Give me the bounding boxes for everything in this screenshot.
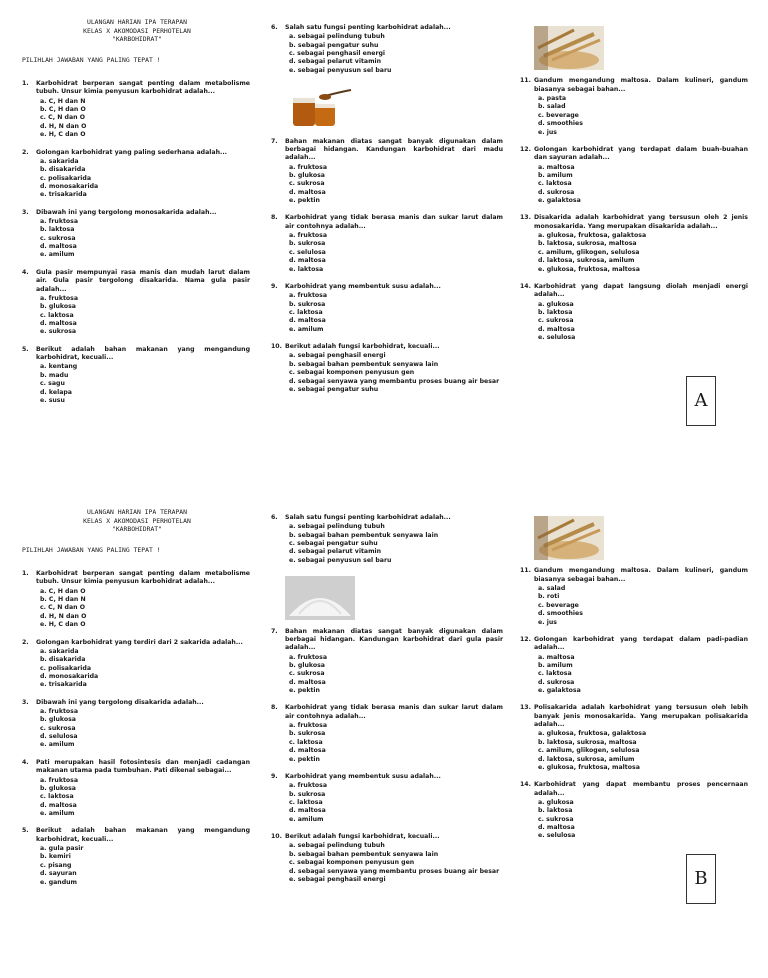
answer-option[interactable]: d. maltosa [538,824,575,832]
question-column [520,514,748,850]
answer-option[interactable]: e. laktosa [289,265,324,273]
question-item [22,570,250,630]
answer-option[interactable]: a. fruktosa [289,163,328,171]
answer-option[interactable]: e. amilum [40,251,75,259]
answer-option[interactable]: a. sebagai pelindung tubuh [289,842,385,850]
header-line: KELAS X AKOMODASI PERHOTELAN [83,26,191,35]
answer-option[interactable]: d. monosakarida [40,182,99,190]
answer-options [289,352,503,394]
answer-options [289,842,503,884]
answer-option[interactable]: d. maltosa [40,801,77,809]
sugar-pile-image [285,576,355,620]
question-number: 12. [520,635,531,643]
answer-option[interactable]: b. madu [40,371,69,379]
answer-option[interactable]: a. glukosa, fruktosa, galaktosa [538,232,647,240]
answer-option[interactable]: c. pisang [40,861,72,869]
question-text: Gandum mengandung maltosa. Dalam kulineri, gandum biasanya sebagai bahan... [534,77,748,93]
answer-option[interactable]: c. sukrosa [538,317,574,325]
question-number: 3. [22,208,29,216]
question-text: Salah satu fungsi penting karbohidrat adalah... [285,24,451,31]
answer-option[interactable]: b. laktosa, sukrosa, maltosa [538,738,637,746]
header-line: "KARBOHIDRAT" [111,525,163,534]
question-text: Dibawah ini yang tergolong disakarida adalah... [36,698,204,706]
answer-option[interactable]: e. galaktosa [538,687,581,695]
answer-option[interactable]: e. sebagai penyusun sel baru [289,66,392,74]
answer-option[interactable]: b. amilum [538,661,573,669]
question-number: 2. [22,148,29,156]
header-line: ULANGAN HARIAN IPA TERAPAN [86,18,188,26]
question-item [520,283,748,343]
question-number: 6. [271,514,278,521]
question-text: Gandum mengandung maltosa. Dalam kulineri, gandum biasanya sebagai bahan... [534,567,748,583]
question-column [22,570,250,896]
question-text: Disakarida adalah karbohidrat yang tersusun oleh 2 jenis monosakarida. Yang merupakan disakarida adalah... [534,214,748,230]
question-text: Karbohidrat berperan sangat penting dalam metabolisme tubuh. Unsur kimia penyusun karbohidrat adalah... [36,570,250,586]
answer-option[interactable]: d. maltosa [289,678,326,686]
question-text: Berikut adalah bahan makanan yang mengandung karbohidrat, kecuali... [36,827,250,843]
answer-option[interactable]: a. maltosa [538,653,575,661]
answer-option[interactable]: c. laktosa [538,670,572,678]
question-number: 1. [22,570,29,577]
answer-option[interactable]: c. polisakarida [40,664,92,672]
question-text: Salah satu fungsi penting karbohidrat adalah... [285,514,451,521]
answer-option[interactable]: d. sukrosa [538,678,575,686]
question-item [520,704,748,772]
question-item [22,209,250,260]
question-item [520,146,748,206]
question-item [271,24,503,75]
header-line: ULANGAN HARIAN IPA TERAPAN [86,508,188,516]
answer-options [40,708,250,750]
question-item [271,514,503,565]
answer-option[interactable]: e. glukosa, fruktosa, maltosa [538,763,640,771]
question-item [271,574,503,695]
answer-option[interactable]: c. C, N dan O [40,604,85,612]
answer-option[interactable]: b. salad [538,103,566,111]
answer-options [289,654,503,696]
answer-option[interactable]: b. sukrosa [289,790,326,798]
answer-option[interactable]: d. H, N dan O [40,122,87,130]
answer-option[interactable]: e. amilum [40,741,75,749]
answer-option[interactable]: e. amilum [289,325,324,333]
answer-option[interactable]: c. C, N dan O [40,114,85,122]
answer-option[interactable]: c. sukrosa [289,180,325,188]
answer-option[interactable]: c. sebagai komponen penyusun gen [289,369,415,377]
answer-option[interactable]: a. fruktosa [289,782,328,790]
answer-option[interactable]: b. glukosa [289,661,325,669]
question-number: 7. [271,137,278,145]
question-text: Berikut adalah fungsi karbohidrat, kecuali... [285,343,440,351]
answer-option[interactable]: b. sukrosa [289,240,326,248]
question-number: 8. [271,214,278,222]
answer-option[interactable]: a. sebagai pelindung tubuh [289,523,385,531]
question-text: Berikut adalah bahan makanan yang mengandung karbohidrat, kecuali... [36,345,250,362]
question-number: 7. [271,627,278,635]
answer-option[interactable]: e. sukrosa [40,328,77,336]
answer-option[interactable]: d. kelapa [40,388,72,396]
answer-option[interactable]: c. sukrosa [40,724,76,732]
question-item [271,343,503,394]
answer-option[interactable]: c. sebagai pengatur suhu [289,540,378,548]
answer-option[interactable]: b. roti [538,593,560,601]
answer-option[interactable]: c. sukrosa [538,815,574,823]
answer-option[interactable]: d. smoothies [538,610,583,618]
question-number: 6. [271,24,278,31]
question-number: 11. [520,567,531,575]
answer-option[interactable]: c. amilum, glikogen, selulosa [538,747,640,755]
answer-options [538,654,748,696]
question-column [520,24,748,351]
question-number: 14. [520,781,531,789]
answer-option[interactable]: b. glukosa [289,171,325,179]
answer-option[interactable]: a. fruktosa [40,218,79,226]
answer-option[interactable]: d. sebagai pelarut vitamin [289,548,382,556]
answer-option[interactable]: c. beverage [538,111,579,119]
question-number: 14. [520,282,531,290]
question-item [271,84,503,205]
question-item [22,80,250,140]
answer-option[interactable]: c. laktosa [289,308,323,316]
question-item [271,283,503,334]
answer-option[interactable]: e. galaktosa [538,197,581,205]
answer-option[interactable]: c. polisakarida [40,174,92,182]
answer-option[interactable]: d. maltosa [40,319,77,327]
answer-option[interactable]: d. maltosa [289,747,326,755]
answer-option[interactable]: b. disakarida [40,166,86,174]
question-item [22,699,250,750]
answer-option[interactable]: d. H, N dan O [40,612,87,620]
question-text: Karbohidrat yang dapat langsung diolah menjadi energi adalah... [534,282,748,299]
question-column [271,514,503,893]
answer-options [40,218,250,260]
answer-option[interactable]: c. laktosa [538,180,572,188]
version-label: B [686,854,716,904]
answer-option[interactable]: b. kemiri [40,853,71,861]
answer-option[interactable]: a. sebagai pelindung tubuh [289,33,385,41]
answer-option[interactable]: c. sukrosa [40,234,76,242]
answer-option[interactable]: b. laktosa [538,807,573,815]
answer-option[interactable]: d. maltosa [538,325,575,333]
answer-option[interactable]: a. sakarida [40,157,79,165]
question-item [271,833,503,884]
answer-option[interactable]: c. sebagai penghasil energi [289,50,386,58]
instruction-text: PILIHLAH JAWABAN YANG PALING TEPAT ! [22,55,161,64]
answer-option[interactable]: b. sebagai bahan pembentuk senyawa lain [289,360,439,368]
answer-option[interactable]: b. sebagai bahan pembentuk senyawa lain [289,850,439,858]
question-text: Golongan karbohidrat yang terdapat dalam buah-buahan dan sayuran adalah... [534,145,748,162]
answer-option[interactable]: e. glukosa, fruktosa, maltosa [538,265,640,273]
answer-options [40,158,250,200]
answer-option[interactable]: d. sukrosa [538,188,575,196]
wheat-image [534,516,604,560]
answer-options [538,164,748,206]
answer-option[interactable]: a. kentang [40,363,78,371]
question-number: 8. [271,704,278,712]
answer-option[interactable]: e. trisakarida [40,191,87,199]
answer-options [289,232,503,274]
answer-options [538,95,748,137]
answer-option[interactable]: e. amilum [289,815,324,823]
exam-header [22,508,252,555]
exam-header [22,18,252,65]
answer-option[interactable]: b. sukrosa [289,300,326,308]
answer-option[interactable]: d. selulosa [40,733,78,741]
answer-options [40,845,250,887]
answer-option[interactable]: a. fruktosa [40,294,79,302]
answer-option[interactable]: b. sebagai pengatur suhu [289,41,379,49]
question-number: 3. [22,698,29,706]
question-item [271,214,503,274]
answer-options [289,292,503,334]
answer-option[interactable]: b. amilum [538,171,573,179]
question-number: 12. [520,145,531,153]
answer-option[interactable]: d. maltosa [289,188,326,196]
question-item [520,24,748,137]
answer-options [40,363,250,405]
answer-option[interactable]: e. susu [40,396,65,404]
answer-option[interactable]: d. sebagai senyawa yang membantu proses buang air besar [289,867,500,875]
question-item [520,514,748,627]
instruction-text: PILIHLAH JAWABAN YANG PALING TEPAT ! [22,545,161,554]
answer-option[interactable]: d. maltosa [40,243,77,251]
answer-options [538,301,748,343]
answer-option[interactable]: a. fruktosa [289,722,328,730]
question-text: Golongan karbohidrat yang terdapat dalam padi-padian adalah... [534,635,748,652]
answer-option[interactable]: c. laktosa [40,311,74,319]
exam-sheet-b [0,508,768,978]
answer-option[interactable]: a. glukosa, fruktosa, galaktosa [538,730,647,738]
question-text: Karbohidrat berperan sangat penting dalam metabolisme tubuh. Unsur kimia penyusun karbohidrat adalah... [36,80,250,96]
honey-jar-image [285,86,355,130]
answer-option[interactable]: d. maltosa [289,317,326,325]
answer-option[interactable]: d. smoothies [538,120,583,128]
question-item [22,639,250,690]
answer-option[interactable]: a. C, H dan N [40,97,86,105]
answer-option[interactable]: e. gandum [40,878,77,886]
question-item [22,346,250,406]
question-text: Karbohidrat yang membentuk susu adalah... [285,282,441,290]
answer-option[interactable]: c. beverage [538,601,579,609]
version-label: A [686,376,716,426]
question-number: 10. [271,833,282,841]
answer-option[interactable]: b. laktosa [40,226,75,234]
question-text: Golongan karbohidrat yang paling sederhana adalah... [36,148,228,156]
header-line: "KARBOHIDRAT" [111,35,163,44]
question-number: 9. [271,772,278,780]
exam-sheet-a [0,18,768,488]
answer-option[interactable]: a. fruktosa [289,653,328,661]
answer-option[interactable]: a. glukosa [538,798,574,806]
question-number: 2. [22,638,29,646]
answer-option[interactable]: d. sebagai pelarut vitamin [289,58,382,66]
question-column [271,24,503,403]
answer-options [40,777,250,819]
answer-option[interactable]: b. laktosa, sukrosa, maltosa [538,240,637,248]
answer-option[interactable]: e. sebagai penyusun sel baru [289,556,392,564]
question-text: Gula pasir mempunyai rasa manis dan mudah larut dalam air. Gula pasir tergolong disakarida. Nama gula pasir adalah... [36,268,250,293]
answer-option[interactable]: e. sebagai penghasil energi [289,875,386,883]
answer-option[interactable]: c. sukrosa [289,670,325,678]
answer-option[interactable]: b. sukrosa [289,730,326,738]
answer-option[interactable]: a. C, H dan O [40,587,86,595]
answer-option[interactable]: d. sebagai senyawa yang membantu proses buang air besar [289,377,500,385]
answer-options [40,648,250,690]
question-column [22,80,250,414]
answer-option[interactable]: c. amilum, glikogen, selulosa [538,248,640,256]
answer-option[interactable]: e. selulosa [538,334,576,342]
answer-option[interactable]: e. amilum [40,809,75,817]
answer-options [289,782,503,824]
answer-option[interactable]: e. H, C dan O [40,621,86,629]
answer-option[interactable]: d. laktosa, sukrosa, amilum [538,755,635,763]
question-text: Pati merupakan hasil fotosintesis dan menjadi cadangan makanan utama pada tumbuhan. Pati dikenal sebagai... [36,758,250,775]
header-line: KELAS X AKOMODASI PERHOTELAN [83,516,191,525]
question-item [271,704,503,764]
answer-option[interactable]: c. selulosa [289,248,326,256]
question-number: 13. [520,704,531,712]
question-number: 10. [271,343,282,351]
answer-option[interactable]: e. selulosa [538,832,576,840]
answer-option[interactable]: a. glukosa [538,300,574,308]
answer-option[interactable]: d. maltosa [289,807,326,815]
question-item [22,759,250,819]
answer-options [40,588,250,630]
answer-option[interactable]: b. glukosa [40,784,76,792]
wheat-image [534,26,604,70]
answer-option[interactable]: b. sebagai bahan pembentuk senyawa lain [289,531,439,539]
question-text: Golongan karbohidrat yang terdiri dari 2 sakarida adalah... [36,638,243,646]
question-number: 13. [520,214,531,222]
answer-option[interactable]: a. pasta [538,95,567,103]
answer-option[interactable]: e. jus [538,128,557,136]
answer-option[interactable]: a. fruktosa [40,708,79,716]
question-text: Bahan makanan diatas sangat banyak digunakan dalam berbagai hidangan. Kandungan karbohidrat dari gula pasir adalah... [285,627,503,652]
answer-option[interactable]: a. fruktosa [289,232,328,240]
question-item [520,636,748,696]
answer-option[interactable]: c. sebagai komponen penyusun gen [289,859,415,867]
question-text: Dibawah ini yang tergolong monosakarida adalah... [36,208,217,216]
question-item [22,827,250,887]
answer-option[interactable]: d. laktosa, sukrosa, amilum [538,257,635,265]
answer-option[interactable]: b. C, H dan O [40,106,86,114]
question-item [520,781,748,841]
question-number: 11. [520,77,531,85]
question-number: 1. [22,80,29,87]
answer-option[interactable]: d. monosakarida [40,672,99,680]
answer-option[interactable]: b. C, H dan N [40,596,86,604]
answer-option[interactable]: c. laktosa [40,793,74,801]
answer-option[interactable]: e. pektin [289,755,320,763]
answer-option[interactable]: c. laktosa [289,798,323,806]
answer-option[interactable]: e. H, C dan O [40,131,86,139]
question-number: 4. [22,268,29,276]
answer-option[interactable]: e. sebagai pengatur suhu [289,385,379,393]
answer-option[interactable]: a. gula pasir [40,845,84,853]
answer-option[interactable]: e. jus [538,618,557,626]
answer-options [538,799,748,841]
answer-option[interactable]: b. glukosa [40,303,76,311]
question-item [22,149,250,200]
answer-option[interactable]: b. glukosa [40,716,76,724]
answer-options [40,98,250,140]
answer-options [289,523,503,565]
answer-options [538,730,748,772]
answer-options [289,164,503,206]
answer-options [538,232,748,274]
answer-option[interactable]: d. maltosa [289,257,326,265]
question-text: Bahan makanan diatas sangat banyak digunakan dalam berbagai hidangan. Kandungan karbohidrat dari madu adalah... [285,137,503,162]
answer-option[interactable]: a. salad [538,585,566,593]
question-number: 5. [22,827,29,835]
question-text: Karbohidrat yang tidak berasa manis dan sukar larut dalam air contohnya adalah... [285,214,503,230]
answer-option[interactable]: a. maltosa [538,163,575,171]
answer-option[interactable]: a. sebagai penghasil energi [289,352,386,360]
question-text: Karbohidrat yang membentuk susu adalah... [285,772,441,780]
question-text: Karbohidrat yang tidak berasa manis dan sukar larut dalam air contohnya adalah... [285,704,503,720]
question-text: Polisakarida adalah karbohidrat yang tersusun oleh lebih banyak jenis monosakarida. Yang merupakan polisakarida adalah... [534,704,748,729]
question-text: Berikut adalah fungsi karbohidrat, kecuali... [285,833,440,841]
answer-option[interactable]: d. sayuran [40,870,77,878]
answer-options [289,33,503,75]
answer-option[interactable]: e. pektin [289,687,320,695]
question-number: 9. [271,282,278,290]
answer-option[interactable]: a. fruktosa [289,292,328,300]
answer-option[interactable]: e. trisakarida [40,681,87,689]
answer-option[interactable]: b. laktosa [538,308,573,316]
answer-option[interactable]: a. sakarida [40,647,79,655]
answer-option[interactable]: e. pektin [289,197,320,205]
answer-options [40,295,250,337]
answer-options [538,585,748,627]
answer-option[interactable]: c. laktosa [289,738,323,746]
question-item [520,214,748,274]
question-number: 4. [22,758,29,766]
question-number: 5. [22,345,29,353]
answer-option[interactable]: a. fruktosa [40,776,79,784]
answer-options [289,722,503,764]
question-text: Karbohidrat yang dapat membantu proses pencernaan adalah... [534,781,748,797]
question-item [271,773,503,824]
answer-option[interactable]: b. disakarida [40,656,86,664]
question-item [22,269,250,337]
answer-option[interactable]: c. sagu [40,380,65,388]
